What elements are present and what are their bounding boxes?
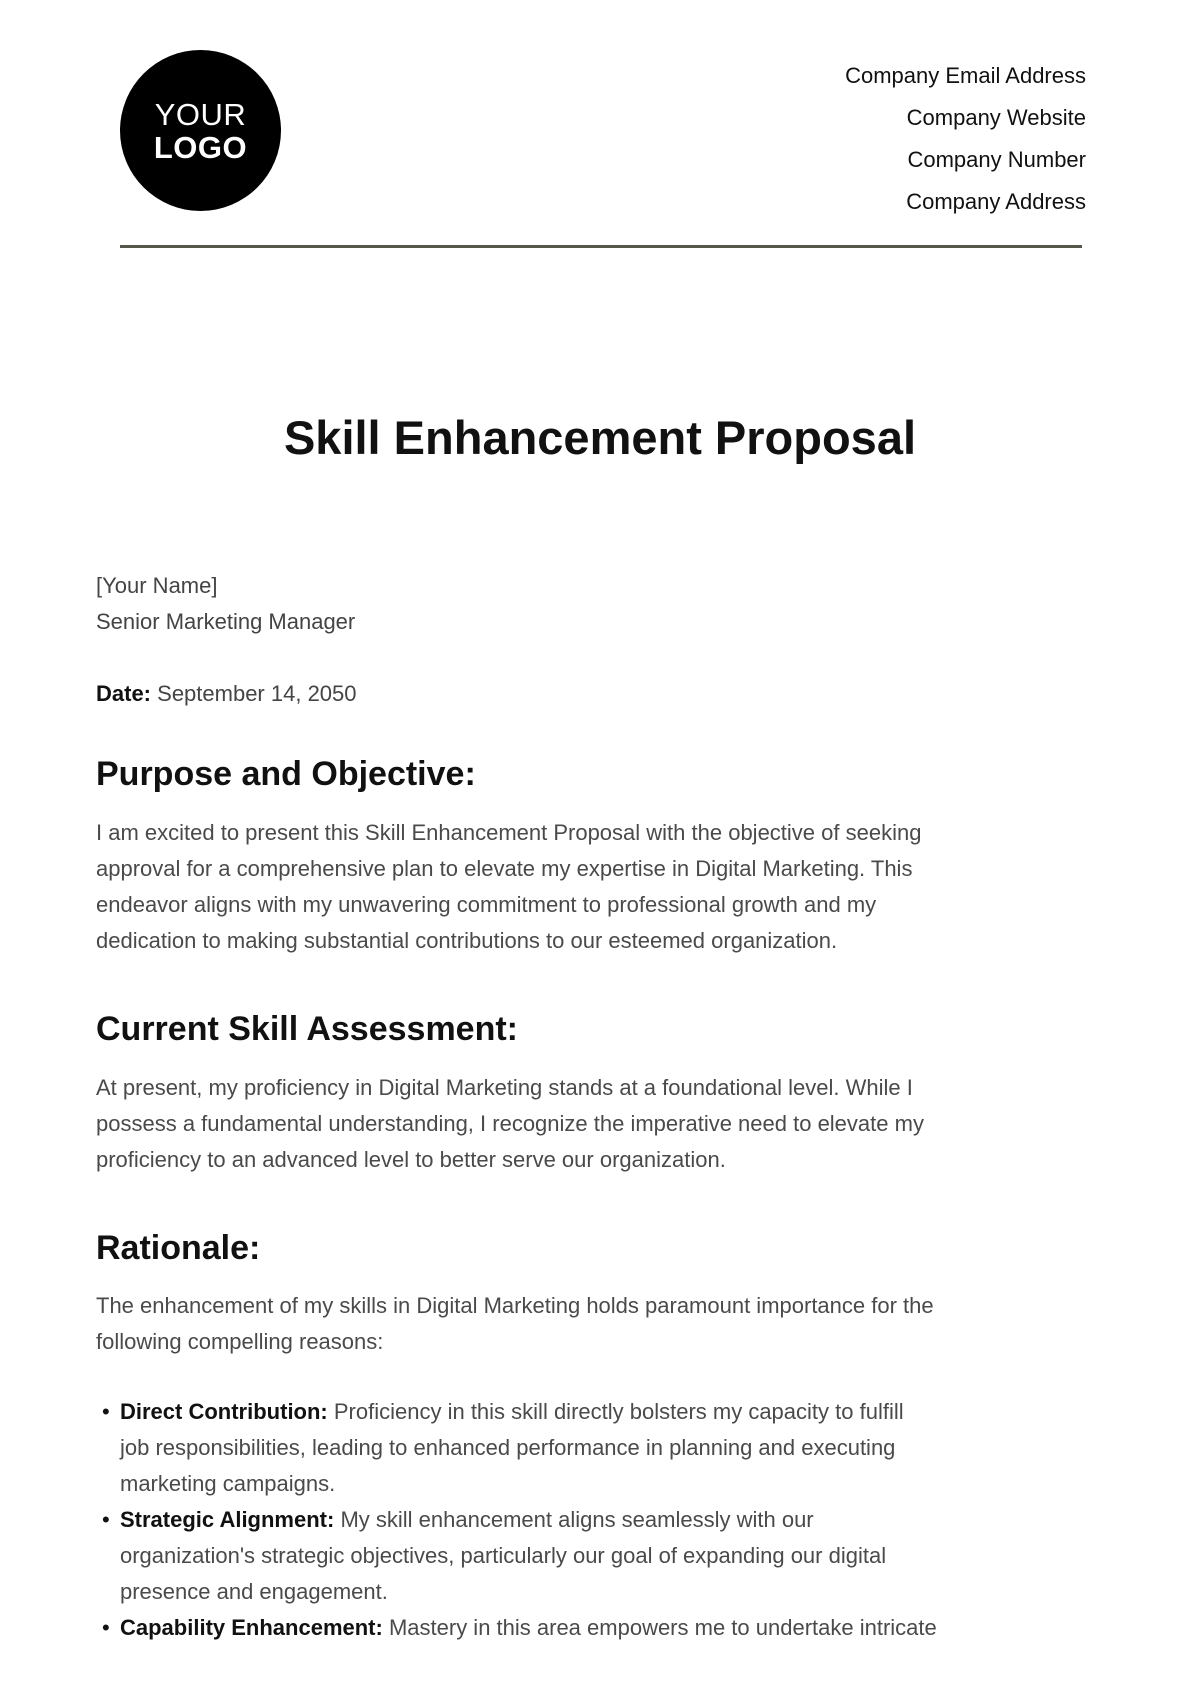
list-item bbox=[96, 1394, 1086, 1502]
section-heading-purpose: Purpose and Objective: bbox=[96, 755, 476, 793]
reason-text: presence and engagement. bbox=[120, 1579, 388, 1605]
header-divider bbox=[120, 245, 1082, 248]
company-address: Company Address bbox=[906, 189, 1086, 214]
purpose-line: dedication to making substantial contributions to our esteemed organization. bbox=[96, 927, 838, 953]
company-number: Company Number bbox=[907, 147, 1086, 172]
purpose-line: I am excited to present this Skill Enhancement Proposal with the objective of seeking bbox=[96, 819, 922, 845]
company-email: Company Email Address bbox=[845, 63, 1086, 88]
reason-text: My skill enhancement aligns seamlessly with our bbox=[334, 1507, 814, 1533]
document-date bbox=[96, 676, 1086, 712]
current-skill-line: At present, my proficiency in Digital Marketing stands at a foundational level. While I bbox=[96, 1074, 913, 1100]
rationale-line: following compelling reasons: bbox=[96, 1329, 384, 1355]
rationale-reasons-list bbox=[96, 1394, 1086, 1646]
list-item bbox=[96, 1610, 1086, 1646]
date-value: September 14, 2050 bbox=[157, 681, 357, 706]
date-label: Date: bbox=[96, 681, 152, 706]
section-heading-rationale: Rationale: bbox=[96, 1228, 261, 1267]
company-website: Company Website bbox=[906, 105, 1086, 130]
document-body bbox=[96, 568, 1086, 1646]
reason-label: Strategic Alignment: bbox=[120, 1507, 335, 1533]
reason-label: Direct Contribution: bbox=[120, 1399, 328, 1425]
rationale-paragraph bbox=[96, 1288, 1086, 1360]
logo-line-2: LOGO bbox=[153, 129, 248, 165]
rationale-line: The enhancement of my skills in Digital Marketing holds paramount importance for the bbox=[96, 1293, 934, 1319]
company-contact-block bbox=[845, 55, 1086, 223]
purpose-line: endeavor aligns with my unwavering commitment to professional growth and my bbox=[96, 891, 877, 917]
reason-label: Capability Enhancement: bbox=[120, 1615, 383, 1641]
current-skill-line: possess a fundamental understanding, I recognize the imperative need to elevate my bbox=[96, 1110, 924, 1136]
current-skill-line: proficiency to an advanced level to better serve our organization. bbox=[96, 1146, 726, 1172]
reason-text: organization's strategic objectives, particularly our goal of expanding our digital bbox=[120, 1543, 887, 1569]
document-title: Skill Enhancement Proposal bbox=[283, 411, 917, 464]
company-logo bbox=[120, 50, 281, 211]
logo-line-1: YOUR bbox=[154, 96, 247, 132]
author-role: Senior Marketing Manager bbox=[96, 609, 356, 634]
section-heading-current-skill: Current Skill Assessment: bbox=[96, 1009, 518, 1048]
reason-text: marketing campaigns. bbox=[120, 1471, 336, 1497]
author-name: [Your Name] bbox=[96, 573, 218, 598]
purpose-line: approval for a comprehensive plan to elevate my expertise in Digital Marketing. This bbox=[96, 855, 913, 881]
list-item bbox=[96, 1502, 1086, 1610]
purpose-paragraph bbox=[96, 815, 1086, 959]
reason-text: Mastery in this area empowers me to undertake intricate bbox=[382, 1615, 937, 1641]
reason-text: job responsibilities, leading to enhanced performance in planning and executing bbox=[120, 1435, 896, 1461]
current-skill-paragraph bbox=[96, 1070, 1086, 1178]
reason-text: Proficiency in this skill directly bolsters my capacity to fulfill bbox=[327, 1399, 904, 1425]
